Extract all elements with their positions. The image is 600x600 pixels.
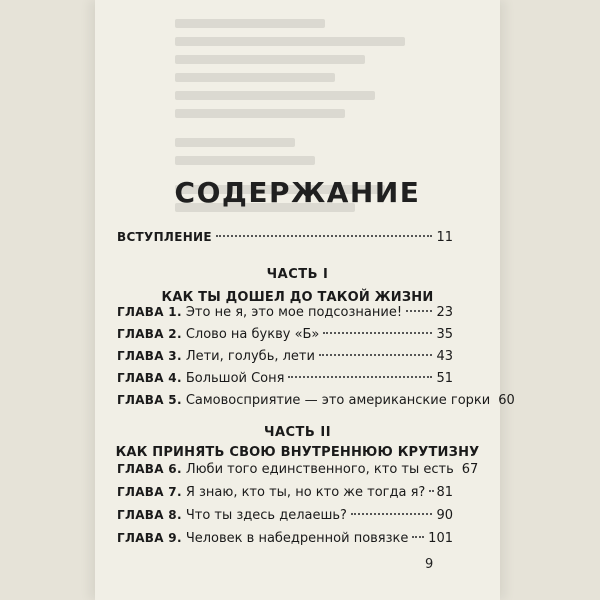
leader-dots [429,490,432,492]
chapter-page: 60 [498,393,515,408]
chapter-lead: ГЛАВА 5. [117,393,182,407]
leader-dots [323,332,432,334]
chapter-page: 43 [436,349,453,364]
chapter-page: 101 [428,531,453,546]
chapter-title: Самовосприятие — это американские горки [185,393,491,408]
page-title: СОДЕРЖАНИЕ [174,176,421,209]
toc-chapter [117,327,453,349]
part-1-label: ЧАСТЬ I [266,267,329,282]
leader-dots [216,235,433,237]
part-2-title: КАК ПРИНЯТЬ СВОЮ ВНУТРЕННЮЮ КРУТИЗНУ [115,445,480,460]
chapter-title: Лети, голубь, лети [185,349,315,364]
leader-dots [406,310,432,312]
chapter-title: Что ты здесь делаешь? [185,508,347,523]
book-page [95,0,515,600]
toc-chapter [117,371,453,393]
chapter-lead: ГЛАВА 4. [117,371,182,385]
toc-chapter [117,508,453,530]
toc-chapter [117,485,453,507]
chapter-page: 23 [436,305,453,320]
chapter-page: 90 [436,508,453,523]
toc-intro [117,230,453,252]
page-number: 9 [425,557,434,572]
chapter-lead: ГЛАВА 2. [117,327,182,341]
chapter-lead: ГЛАВА 8. [117,508,182,522]
toc-chapter [117,462,479,484]
chapter-page: 51 [436,371,453,386]
intro-label: ВСТУПЛЕНИЕ [117,230,212,244]
chapter-page: 67 [461,462,479,477]
part-1-title: КАК ТЫ ДОШЕЛ ДО ТАКОЙ ЖИЗНИ [161,290,434,305]
part-2-label: ЧАСТЬ II [263,425,332,440]
chapter-lead: ГЛАВА 9. [117,531,182,545]
intro-page: 11 [436,230,453,245]
chapter-page: 81 [436,485,453,500]
leader-dots [351,513,433,515]
toc-chapter [117,305,453,327]
toc-chapter [117,349,453,371]
chapter-title: Я знаю, кто ты, но кто же тогда я? [185,485,426,500]
chapter-lead: ГЛАВА 3. [117,349,182,363]
chapter-lead: ГЛАВА 6. [117,462,182,476]
chapter-title: Человек в набедренной повязке [185,531,409,546]
toc-chapter [117,531,453,553]
leader-dots [412,536,424,538]
chapter-lead: ГЛАВА 1. [117,305,182,319]
chapter-page: 35 [436,327,453,342]
chapter-lead: ГЛАВА 7. [117,485,182,499]
chapter-title: Люби того единственного, кто ты есть [185,462,454,477]
chapter-title: Слово на букву «Б» [185,327,320,342]
leader-dots [319,354,433,356]
leader-dots [288,376,432,378]
toc-chapter [117,393,515,415]
chapter-title: Большой Соня [185,371,285,386]
chapter-title: Это не я, это мое подсознание! [185,305,403,320]
